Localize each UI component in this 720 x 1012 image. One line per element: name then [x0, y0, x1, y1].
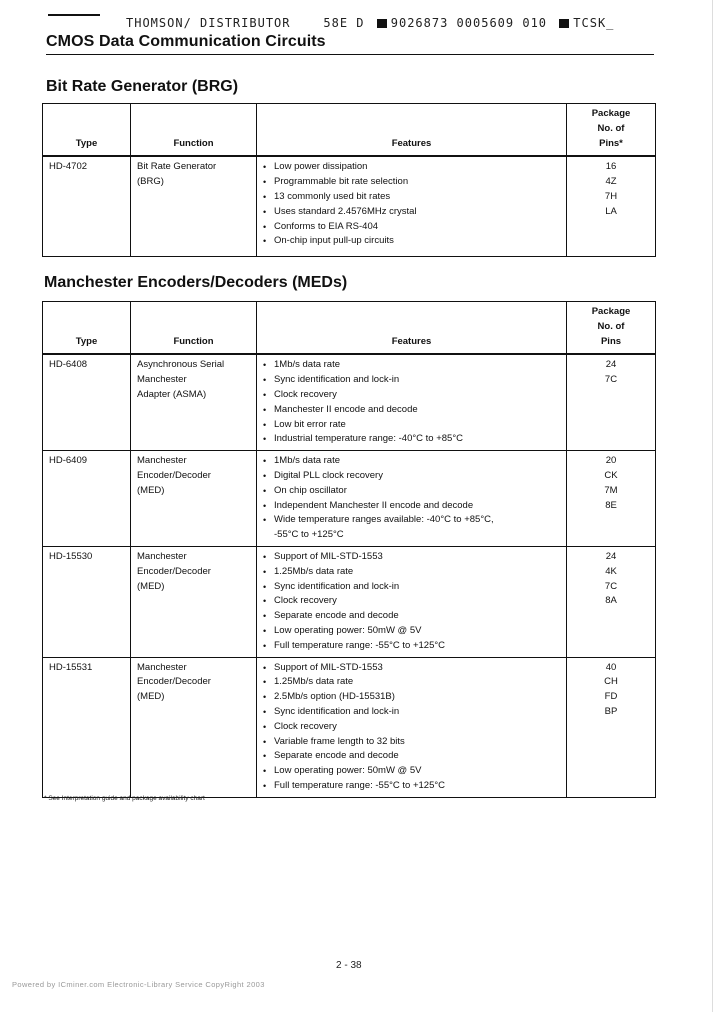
type-cell: HD-6408 [43, 354, 131, 450]
title-rule [46, 54, 654, 55]
features-cell [257, 451, 567, 547]
table-row [43, 451, 656, 547]
table-row [43, 354, 656, 450]
table-header-row [43, 104, 656, 157]
footnote: * See Interpretation guide and package availability chart [44, 795, 205, 802]
feature-item: • 1.25Mb/s data rate [263, 675, 560, 690]
feature-item: • 1Mb/s data rate [263, 454, 560, 469]
page-title: CMOS Data Communication Circuits [46, 33, 326, 50]
feature-item: • Support of MIL-STD-1553 [263, 550, 560, 565]
table-row [43, 156, 656, 256]
stamp-block-icon [559, 19, 569, 28]
feature-item: • Conforms to EIA RS-404 [263, 220, 560, 235]
feature-item: • Low operating power: 50mW @ 5V [263, 624, 560, 639]
package-cell: 20 CK 7M 8E [567, 451, 656, 547]
table-row [43, 657, 656, 797]
feature-item: • Variable frame length to 32 bits [263, 735, 560, 750]
feature-item: • Sync identification and lock-in [263, 705, 560, 720]
feature-item: • Support of MIL-STD-1553 [263, 661, 560, 676]
function-cell: Manchester Encoder/Decoder (MED) [131, 657, 257, 797]
function-cell: Asynchronous Serial Manchester Adapter (ASMA) [131, 354, 257, 450]
feature-item: • Independent Manchester II encode and decode [263, 499, 560, 514]
feature-item: • Low operating power: 50mW @ 5V [263, 764, 560, 779]
type-cell: HD-15530 [43, 546, 131, 657]
stamp-code: 9026873 0005609 010 [390, 16, 548, 30]
feature-item: • Clock recovery [263, 388, 560, 403]
feature-item: • 2.5Mb/s option (HD-15531B) [263, 690, 560, 705]
feature-item: • On chip oscillator [263, 484, 560, 499]
package-cell: 16 4Z 7H LA [567, 156, 656, 256]
feature-item: • Sync identification and lock-in [263, 580, 560, 595]
features-cell [257, 354, 567, 450]
stamp-tail: TCSK_ [573, 16, 615, 30]
scan-edge [712, 0, 713, 1012]
table-header-row [43, 302, 656, 355]
feature-item: • Separate encode and decode [263, 749, 560, 764]
header-rule [48, 14, 100, 16]
type-cell: HD-6409 [43, 451, 131, 547]
col-type: Type [43, 302, 131, 355]
feature-item: • Sync identification and lock-in [263, 373, 560, 388]
page-number: 2 - 38 [336, 960, 362, 971]
med-section-title: Manchester Encoders/Decoders (MEDs) [44, 274, 348, 291]
function-cell: Manchester Encoder/Decoder (MED) [131, 546, 257, 657]
feature-item: • Programmable bit rate selection [263, 175, 560, 190]
col-features: Features [257, 104, 567, 157]
col-type: Type [43, 104, 131, 157]
col-package: Package No. of Pins* [567, 104, 656, 157]
feature-item: • Digital PLL clock recovery [263, 469, 560, 484]
feature-item: • 1.25Mb/s data rate [263, 565, 560, 580]
feature-item: • Wide temperature ranges available: -40°C to +85°C, [263, 513, 560, 528]
feature-item: • Full temperature range: -55°C to +125°C [263, 639, 560, 654]
feature-item: • Low power dissipation [263, 160, 560, 175]
feature-item: • Industrial temperature range: -40°C to +85°C [263, 432, 560, 447]
stamp-text: THOMSON/ DISTRIBUTOR 58E D [126, 16, 365, 30]
features-cell [257, 156, 567, 256]
type-cell: HD-15531 [43, 657, 131, 797]
col-function: Function [131, 104, 257, 157]
stamp-block-icon [377, 19, 387, 28]
feature-item: • Clock recovery [263, 594, 560, 609]
type-cell: HD-4702 [43, 156, 131, 256]
features-cell [257, 546, 567, 657]
feature-item: • Full temperature range: -55°C to +125°C [263, 779, 560, 794]
col-function: Function [131, 302, 257, 355]
table-row [43, 546, 656, 657]
brg-table [42, 103, 656, 257]
features-cell [257, 657, 567, 797]
package-cell: 40 CH FD BP [567, 657, 656, 797]
distributor-stamp [126, 16, 614, 30]
package-cell: 24 4K 7C 8A [567, 546, 656, 657]
feature-item: • Manchester II encode and decode [263, 403, 560, 418]
feature-item: • Uses standard 2.4576MHz crystal [263, 205, 560, 220]
feature-item: • 13 commonly used bit rates [263, 190, 560, 205]
feature-item-continued: -55°C to +125°C [274, 529, 344, 541]
col-features: Features [257, 302, 567, 355]
brg-section-title: Bit Rate Generator (BRG) [46, 78, 239, 95]
feature-item: • Low bit error rate [263, 418, 560, 433]
med-table [42, 301, 656, 798]
col-package: Package No. of Pins [567, 302, 656, 355]
function-cell: Bit Rate Generator (BRG) [131, 156, 257, 256]
package-cell: 24 7C [567, 354, 656, 450]
footer-watermark-text: Powered by ICminer.com Electronic-Library Service CopyRight 2003 [12, 980, 265, 989]
function-cell: Manchester Encoder/Decoder (MED) [131, 451, 257, 547]
feature-item: • On-chip input pull-up circuits [263, 234, 560, 249]
feature-item: • Separate encode and decode [263, 609, 560, 624]
feature-item: • 1Mb/s data rate [263, 358, 560, 373]
feature-item: • Clock recovery [263, 720, 560, 735]
